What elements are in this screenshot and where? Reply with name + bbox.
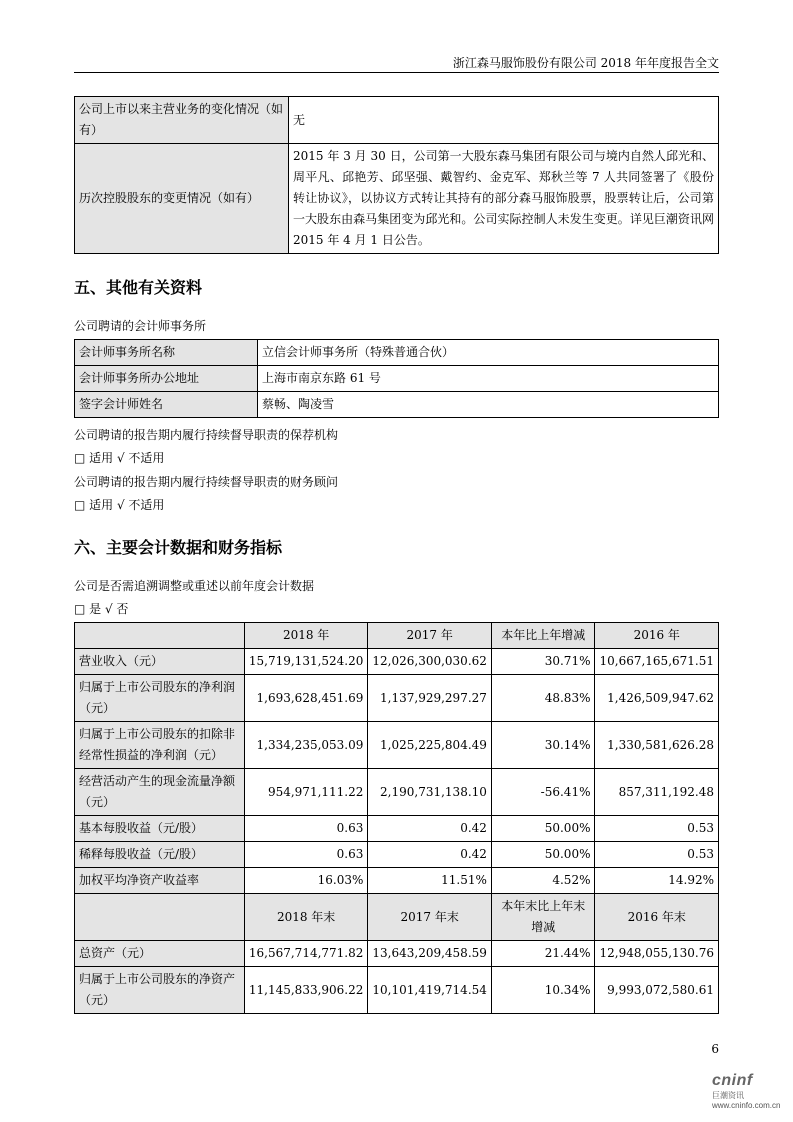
column-header: 2018 年 [244,623,368,649]
table-cell: 14.92% [595,868,719,894]
table-cell: 12,948,055,130.76 [595,941,719,967]
restatement-question: 公司是否需追溯调整或重述以前年度会计数据 [74,579,315,593]
header-rule [74,72,719,73]
column-header: 2017 年末 [368,894,492,941]
sponsor-text: 公司聘请的报告期内履行持续督导职责的保荐机构 [74,428,339,442]
auditor-intro: 公司聘请的会计师事务所 [74,319,207,333]
row-value: 上海市南京东路 61 号 [258,366,719,392]
column-header: 2016 年 [595,623,719,649]
table-cell: 10,667,165,671.51 [595,649,719,675]
row-label: 归属于上市公司股东的净资产（元） [75,967,245,1014]
section-5-heading: 五、其他有关资料 [74,278,203,297]
row-label: 稀释每股收益（元/股） [75,842,245,868]
table-row [75,941,719,967]
table-cell: 4.52% [491,868,595,894]
row-label: 基本每股收益（元/股） [75,816,245,842]
table-cell: 10,101,419,714.54 [368,967,492,1014]
table-cell: 11,145,833,906.22 [244,967,368,1014]
advisor-text: 公司聘请的报告期内履行持续督导职责的财务顾问 [74,475,339,489]
table-cell: -56.41% [491,769,595,816]
row-label: 加权平均净资产收益率 [75,868,245,894]
row-value: 立信会计师事务所（特殊普通合伙） [258,340,719,366]
table-cell: 857,311,192.48 [595,769,719,816]
table-cell: 30.14% [491,722,595,769]
table-cell: 13,643,209,458.59 [368,941,492,967]
table-row [75,722,719,769]
restatement-answer: □ 是 √ 否 [74,602,129,616]
table-row [75,842,719,868]
table-row [75,340,719,366]
table-cell: 1,025,225,804.49 [368,722,492,769]
watermark-brand: cninf [712,1072,753,1089]
row-label: 总资产（元） [75,941,245,967]
table-cell: 50.00% [491,842,595,868]
table-row [75,392,719,418]
sponsor-choice: □ 适用 √ 不适用 [74,451,165,465]
row-label: 营业收入（元） [75,649,245,675]
row-label: 归属于上市公司股东的扣除非经常性损益的净利润（元） [75,722,245,769]
watermark-sub: 巨潮资讯 [712,1091,744,1100]
table-cell: 50.00% [491,816,595,842]
column-header: 2016 年末 [595,894,719,941]
cninfo-watermark [712,1072,792,1110]
table-cell: 16.03% [244,868,368,894]
row-value: 2015 年 3 月 30 日，公司第一大股东森马集团有限公司与境内自然人邱光和、周平凡、邱艳芳、邱坚强、戴智约、金克军、郑秋兰等 7 人共同签署了《股份转让协议》，以协议方式转让其持有的部分森马服饰股票，股票转让后，公司第一大股东由森马集团变为邱光和。公司实际控制人未发生变更。详见巨潮资讯网 2015 年 4 月 1 日公告。 [289,144,719,254]
table-row [75,144,719,254]
table-cell: 0.63 [244,842,368,868]
table-cell: 1,426,509,947.62 [595,675,719,722]
table-cell: 1,334,235,053.09 [244,722,368,769]
table-row [75,675,719,722]
page-header: 浙江森马服饰股份有限公司 2018 年年度报告全文 [452,56,719,70]
table-cell: 16,567,714,771.82 [244,941,368,967]
row-label: 历次控股股东的变更情况（如有） [75,144,289,254]
table-cell: 15,719,131,524.20 [244,649,368,675]
financial-data-table [74,622,719,1014]
section-6-heading: 六、主要会计数据和财务指标 [74,538,283,557]
table-row [75,366,719,392]
table-row [75,769,719,816]
table-cell: 0.42 [368,816,492,842]
table-row [75,816,719,842]
row-value: 无 [289,97,719,144]
table-header-row [75,623,719,649]
page-number: 6 [711,1042,719,1056]
table-cell: 11.51% [368,868,492,894]
table-cell: 10.34% [491,967,595,1014]
row-label: 归属于上市公司股东的净利润（元） [75,675,245,722]
table-row [75,967,719,1014]
table-cell: 1,693,628,451.69 [244,675,368,722]
table-cell: 0.63 [244,816,368,842]
row-value: 蔡畅、陶凌雪 [258,392,719,418]
watermark-url: www.cninfo.com.cn [712,1101,781,1110]
row-label: 公司上市以来主营业务的变化情况（如有） [75,97,289,144]
row-label: 会计师事务所办公地址 [75,366,258,392]
column-header: 2018 年末 [244,894,368,941]
table-cell: 0.42 [368,842,492,868]
table-cell: 0.53 [595,816,719,842]
table-cell: 1,330,581,626.28 [595,722,719,769]
column-header [75,894,245,941]
auditor-table [74,339,719,418]
row-label: 经营活动产生的现金流量净额（元） [75,769,245,816]
column-header: 本年末比上年末增减 [491,894,595,941]
column-header [75,623,245,649]
advisor-choice: □ 适用 √ 不适用 [74,498,165,512]
table-row [75,649,719,675]
table-cell: 12,026,300,030.62 [368,649,492,675]
column-header: 2017 年 [368,623,492,649]
table-row [75,97,719,144]
table-cell: 2,190,731,138.10 [368,769,492,816]
row-label: 会计师事务所名称 [75,340,258,366]
table-cell: 21.44% [491,941,595,967]
table-row [75,868,719,894]
column-header: 本年比上年增减 [491,623,595,649]
table-header-row [75,894,719,941]
table-cell: 1,137,929,297.27 [368,675,492,722]
row-label: 签字会计师姓名 [75,392,258,418]
table-cell: 9,993,072,580.61 [595,967,719,1014]
table-cell: 954,971,111.22 [244,769,368,816]
table-cell: 0.53 [595,842,719,868]
table-cell: 30.71% [491,649,595,675]
table-cell: 48.83% [491,675,595,722]
company-history-table [74,96,719,254]
